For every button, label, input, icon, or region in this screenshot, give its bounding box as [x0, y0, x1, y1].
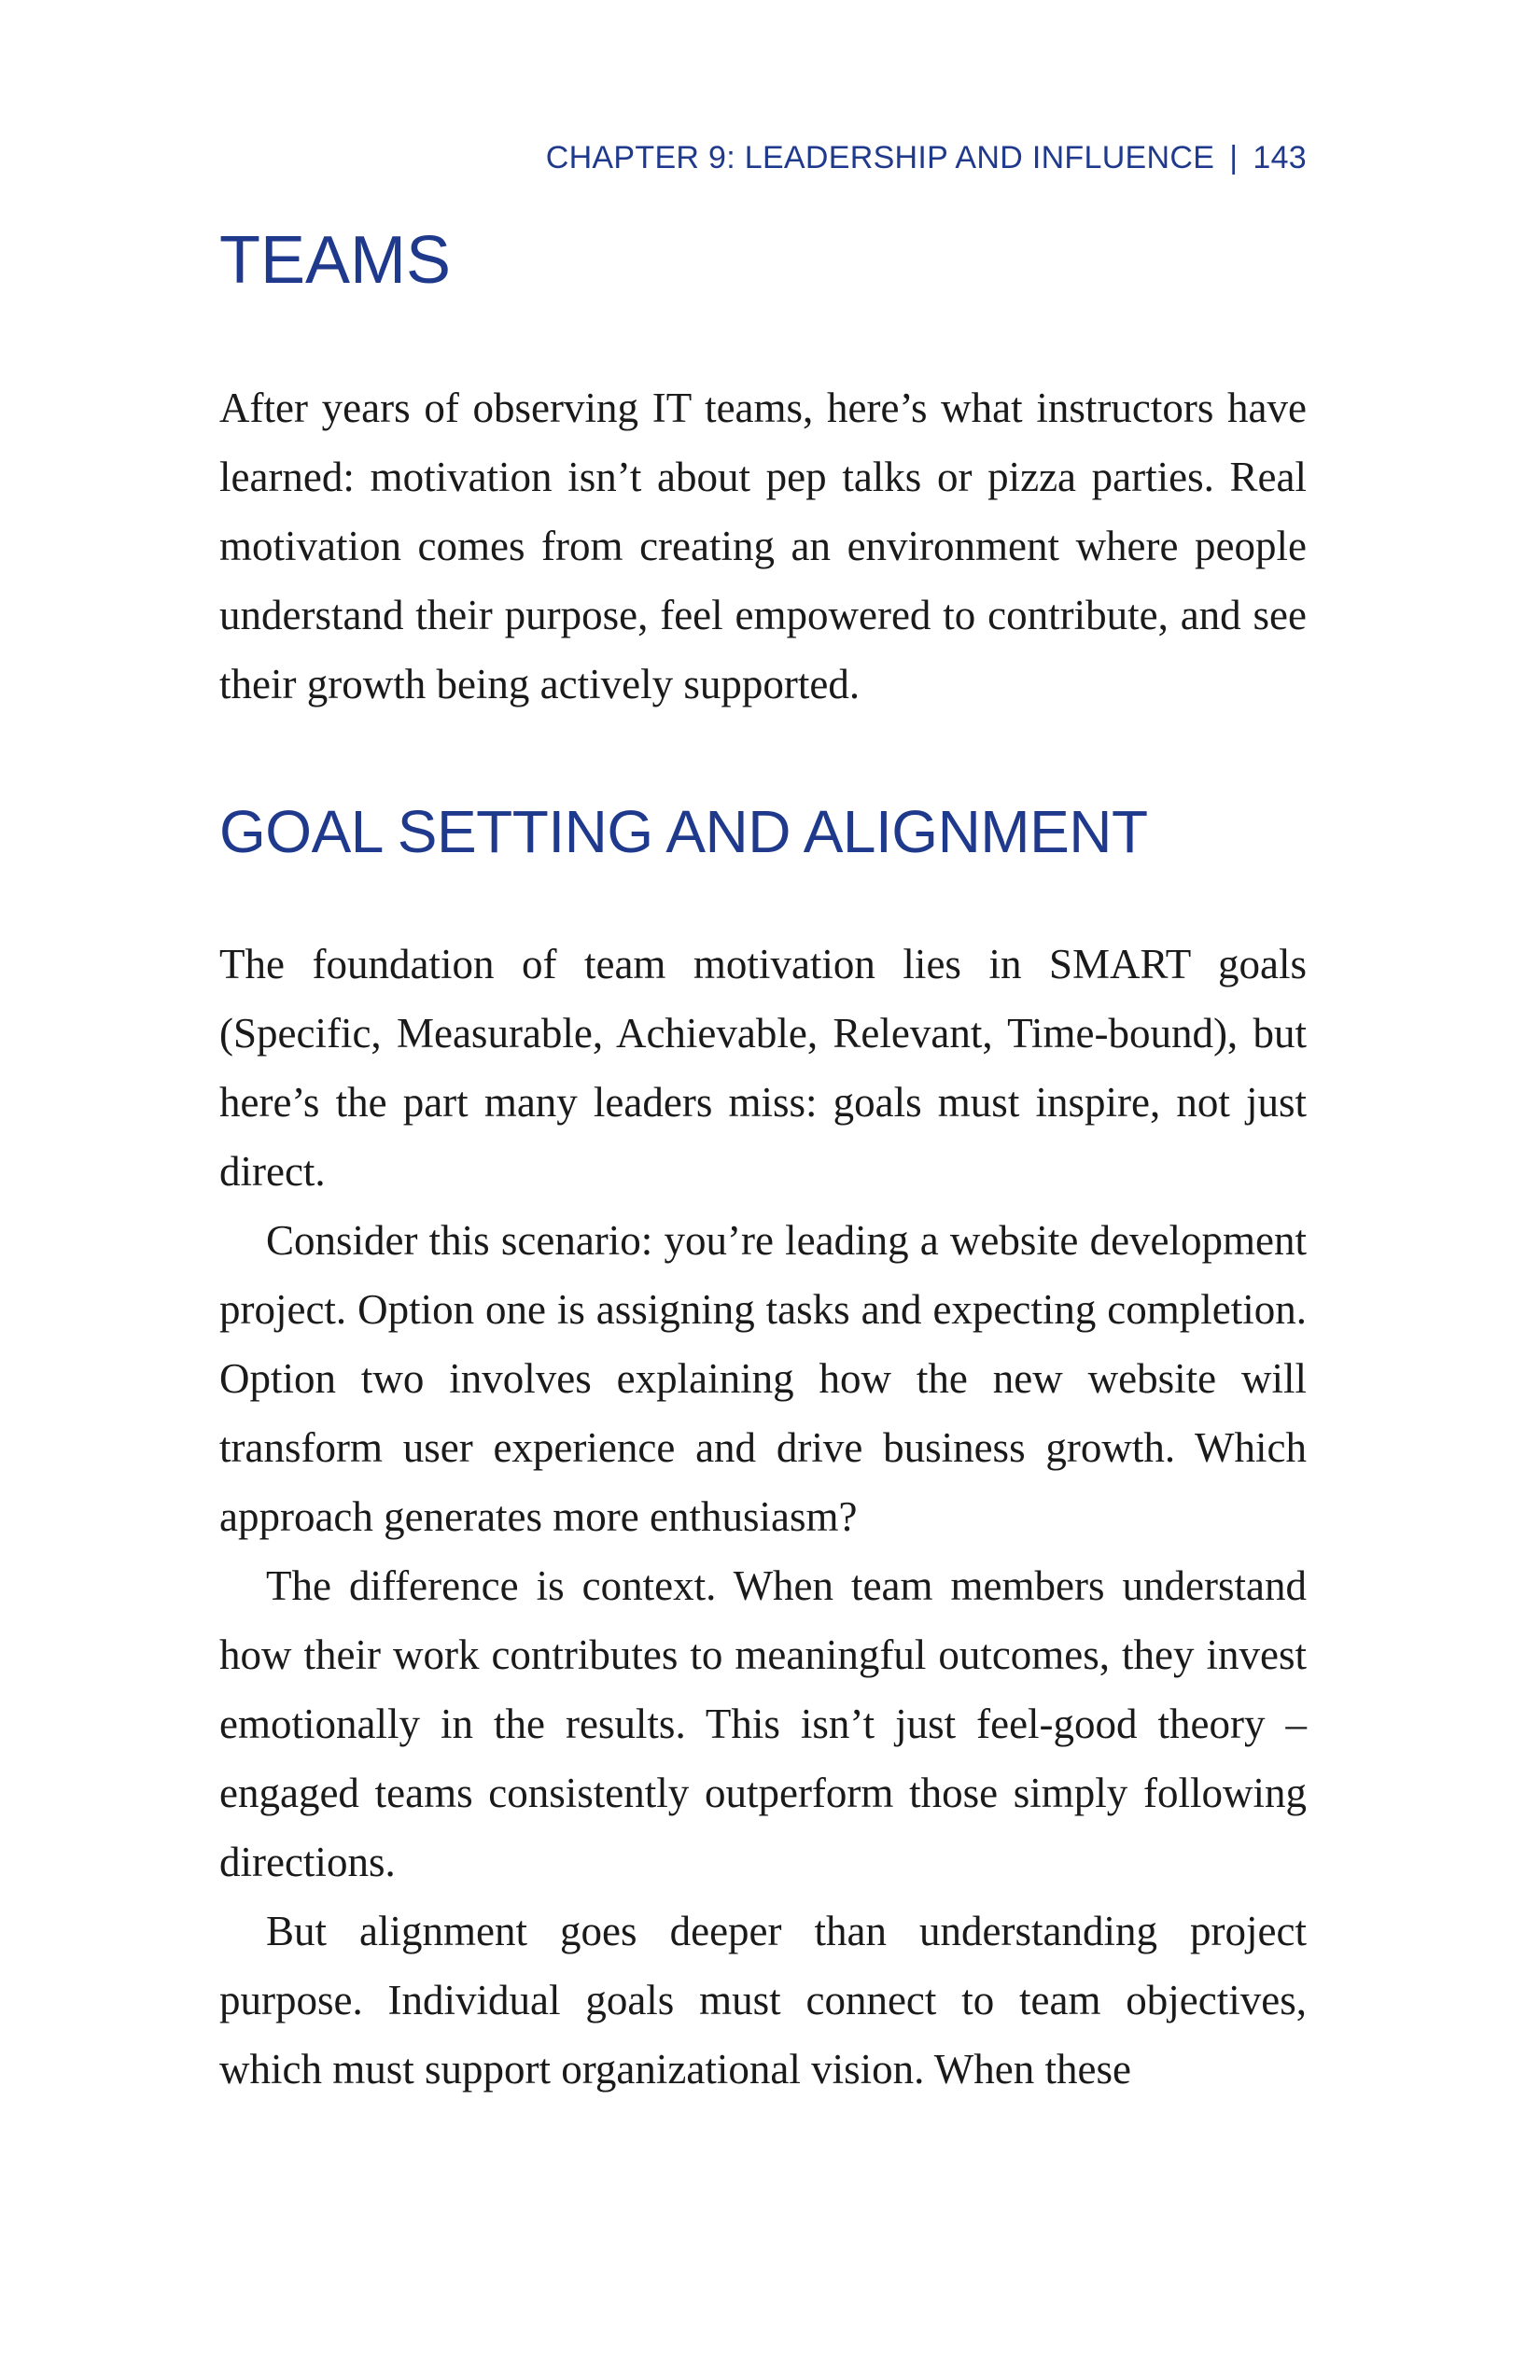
header-separator: |: [1229, 140, 1239, 175]
chapter-title: CHAPTER 9: LEADERSHIP AND INFLUENCE: [545, 140, 1215, 175]
body-paragraph: The foundation of team motivation lies in SMART goals (Specific, Measurable, Achievable, Relevant, Time-bound), but here’s the part many leaders miss: goals must inspire, not just direct.: [219, 941, 1307, 1195]
body-paragraph: Consider this scenario: you’re leading a website development project. Option one is assigning tasks and expecting completion. Option two involves explaining how the new website will transform user experience and drive business growth. Which approach generates more enthusiasm?: [219, 1217, 1307, 1540]
body-paragraph: The difference is context. When team members understand how their work contributes to meaningful outcomes, they invest emotionally in the results. This isn’t just feel-good theory – engaged teams consistently outperform those simply following directions.: [219, 1562, 1307, 1885]
body-paragraph: But alignment goes deeper than understanding project purpose. Individual goals must connect to team objectives, which must support organizational vision. When these: [219, 1908, 1307, 2093]
body-text: [219, 930, 1307, 2104]
intro-paragraph: After years of observing IT teams, here’s what instructors have learned: motivation isn’t about pep talks or pizza parties. Real motivation comes from creating an environment where people understand their purpose, feel empowered to contribute, and see their growth being actively supported.: [219, 385, 1307, 707]
intro-text: [219, 373, 1307, 719]
page-number: 143: [1253, 140, 1307, 175]
subsection-title: GOAL SETTING AND ALIGNMENT: [219, 798, 1148, 865]
running-header: [546, 140, 1307, 176]
section-title: TEAMS: [219, 223, 452, 298]
